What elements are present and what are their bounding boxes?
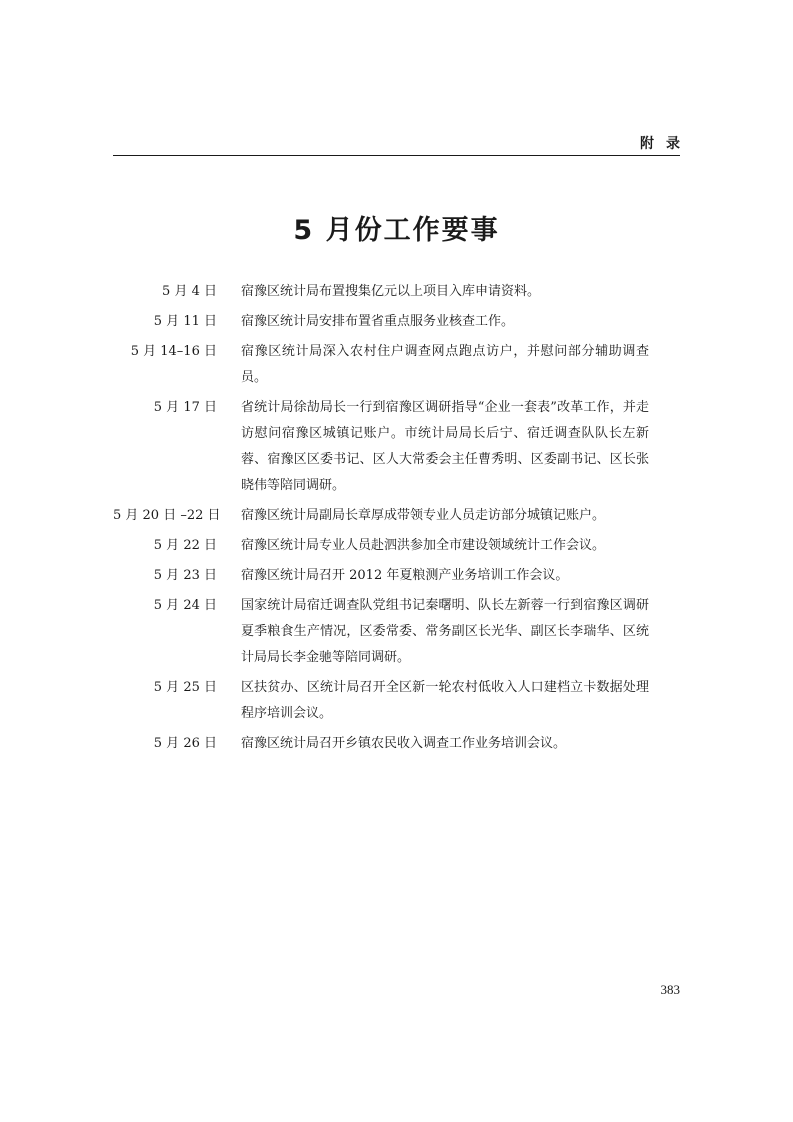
entry-row <box>113 279 680 305</box>
entry-text: 宿豫区统计局召开乡镇农民收入调查工作业务培训会议。 <box>241 736 567 751</box>
entry-date: 5 月 14–16 日 <box>130 344 217 359</box>
entry-date: 5 月 25 日 <box>153 680 217 695</box>
entry-date: 5 月 17 日 <box>153 400 217 415</box>
entry-text: 宿豫区统计局专业人员赴泗洪参加全市建设领域统计工作会议。 <box>241 538 606 553</box>
entry-text: 宿豫区统计局副局长章厚成带领专业人员走访部分城镇记账户。 <box>241 508 606 523</box>
entry-row <box>113 533 680 559</box>
entry-row <box>113 731 680 757</box>
entry-text: 宿豫区统计局深入农村住户调查网点跑点访户，并慰问部分辅助调查员。 <box>241 344 649 385</box>
entry-text: 省统计局徐劼局长一行到宿豫区调研指导“企业一套表”改革工作，并走访慰问宿豫区城镇记账户。市统计局局长后宁、宿迁调查队队长左新蓉、宿豫区区委书记、区人大常委会主任曹秀明、区委副书记、区长张晓伟等陪同调研。 <box>241 400 649 493</box>
entry-row <box>113 675 680 727</box>
entry-row <box>113 593 680 671</box>
page-title: 5 月份工作要事 <box>293 215 500 246</box>
entry-date: 5 月 11 日 <box>153 314 217 329</box>
header-rule <box>113 155 680 156</box>
running-header: 附录 <box>640 136 692 152</box>
entry-text: 宿豫区统计局布置搜集亿元以上项目入库申请资料。 <box>241 284 541 299</box>
entry-date: 5 月 22 日 <box>153 538 217 553</box>
entry-row <box>113 339 680 391</box>
entry-text: 区扶贫办、区统计局召开全区新一轮农村低收入人口建档立卡数据处理程序培训会议。 <box>241 680 649 721</box>
entry-row <box>113 563 680 589</box>
entry-text: 国家统计局宿迁调查队党组书记秦曙明、队长左新蓉一行到宿豫区调研夏季粮食生产情况，区委常委、常务副区长光华、副区长李瑞华、区统计局局长李金驰等陪同调研。 <box>241 598 649 665</box>
entry-list <box>113 279 680 761</box>
entry-row <box>113 503 680 529</box>
entry-row <box>113 309 680 335</box>
page-number: 383 <box>660 982 680 997</box>
entry-date: 5 月 20 日 –22 日 <box>113 508 221 523</box>
entry-date: 5 月 23 日 <box>153 568 217 583</box>
entry-text: 宿豫区统计局召开 2012 年夏粮测产业务培训工作会议。 <box>241 568 569 583</box>
entry-text: 宿豫区统计局安排布置省重点服务业核查工作。 <box>241 314 515 329</box>
entry-date: 5 月 26 日 <box>153 736 217 751</box>
entry-date: 5 月 4 日 <box>162 284 217 299</box>
entry-row <box>113 395 680 499</box>
entry-date: 5 月 24 日 <box>153 598 217 613</box>
